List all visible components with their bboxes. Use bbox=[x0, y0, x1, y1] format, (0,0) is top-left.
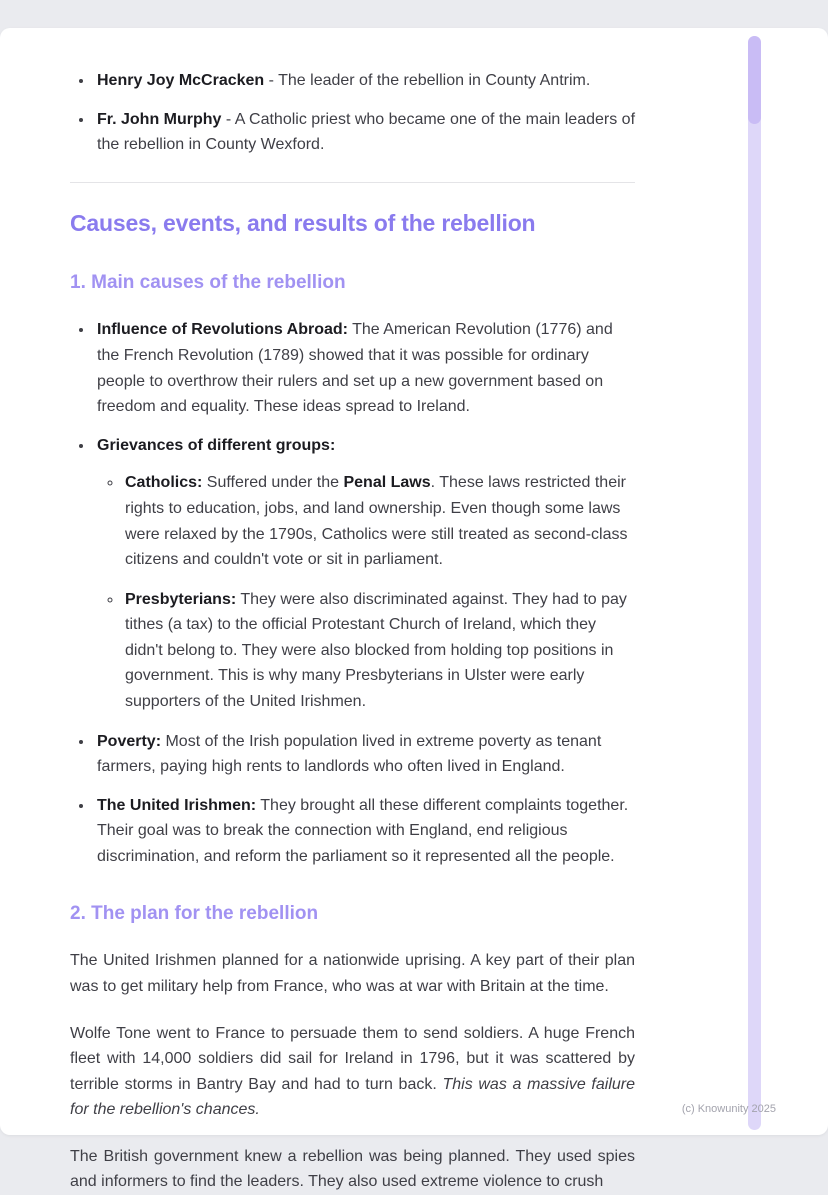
bullet-lead: Grievances of different groups: bbox=[97, 436, 336, 454]
document-page bbox=[0, 28, 828, 1191]
list-item-grievances bbox=[94, 433, 635, 715]
leader-name: Henry Joy McCracken bbox=[97, 72, 265, 89]
paragraph-emphasis: This was a massive failure for the rebellion's chances. bbox=[70, 1075, 636, 1119]
list-item-united-irishmen bbox=[94, 793, 635, 870]
list-item-mccracken bbox=[94, 68, 635, 94]
bullet-body: The American Revolution (1776) and the French Revolution (1789) showed that it was possible for ordinary people to overthrow their rulers and set up a new government based on freedom and equality. These ideas spread to Ireland. bbox=[97, 321, 613, 416]
plan-paragraph-1: The United Irishmen planned for a nationwide uprising. A key part of their plan was to get military help from France, who was at war with Britain at the time. bbox=[70, 952, 635, 995]
bullet-lead: Poverty: bbox=[97, 732, 162, 750]
leader-description: - A Catholic priest who became one of the main leaders of the rebellion in County Wexford. bbox=[97, 110, 636, 154]
causes-list bbox=[70, 317, 635, 869]
leader-description: - The leader of the rebellion in County Antrim. bbox=[264, 72, 591, 89]
bullet-body: Most of the Irish population lived in extreme poverty as tenant farmers, paying high rents to landlords who often lived in England. bbox=[97, 732, 602, 776]
leaders-list bbox=[70, 68, 635, 158]
list-item-poverty bbox=[94, 729, 635, 780]
bullet-body: They brought all these different complaints together. Their goal was to break the connection with England, end religious discrimination, and reform the parliament so it represented all the people. bbox=[97, 796, 629, 866]
list-item-presbyterians bbox=[123, 587, 635, 715]
subsection-title-plan: 2. The plan for the rebellion bbox=[70, 902, 319, 924]
paragraph-text: Wolfe Tone went to France to persuade them to send soldiers. A huge French fleet with 14,000 soldiers did sail for Ireland in 1796, but it was scattered by terrible storms in Bantry Bay and had to turn back. bbox=[70, 1024, 635, 1093]
bullet-lead: Influence of Revolutions Abroad: bbox=[97, 321, 348, 339]
bullet-body: . These laws restricted their rights to education, jobs, and land ownership. Even though some laws were relaxed by the 1790s, Catholics were still treated as second-class citizens and couldn't vote or sit in parliament. bbox=[125, 474, 628, 569]
subsection-title-causes: 1. Main causes of the rebellion bbox=[70, 271, 346, 293]
bullet-lead: The United Irishmen: bbox=[97, 796, 257, 814]
bullet-lead: Catholics: bbox=[125, 474, 203, 492]
bullet-body: Suffered under the bbox=[202, 474, 344, 492]
page-title: Causes, events, and results of the rebellion bbox=[70, 209, 536, 236]
list-item-murphy bbox=[94, 107, 635, 158]
leader-name: Fr. John Murphy bbox=[97, 110, 222, 128]
bullet-body: They were also discriminated against. They had to pay tithes (a tax) to the official Protestant Church of Ireland, which they didn't belong to. They were also blocked from holding top positions in government. This is why many Presbyterians in Ulster were early supporters of the United Irishmen. bbox=[125, 590, 627, 711]
watermark: (c) Knowunity 2025 bbox=[681, 1103, 776, 1115]
bullet-lead: Presbyterians: bbox=[125, 590, 237, 608]
scrollbar-thumb[interactable] bbox=[748, 36, 761, 124]
list-item-catholics bbox=[123, 470, 635, 572]
section-divider bbox=[70, 182, 635, 183]
plan-paragraph-2 bbox=[70, 1021, 635, 1123]
plan-paragraph-3: The British government knew a rebellion was being planned. They used spies and informers to find the leaders. They also used extreme violence to crush bbox=[70, 1147, 635, 1191]
document-content bbox=[70, 68, 635, 1195]
bullet-bold-term: Penal Laws bbox=[343, 474, 431, 492]
scrollbar-track[interactable] bbox=[748, 36, 761, 1130]
grievances-sublist bbox=[97, 470, 635, 714]
list-item-revolutions bbox=[94, 317, 635, 419]
